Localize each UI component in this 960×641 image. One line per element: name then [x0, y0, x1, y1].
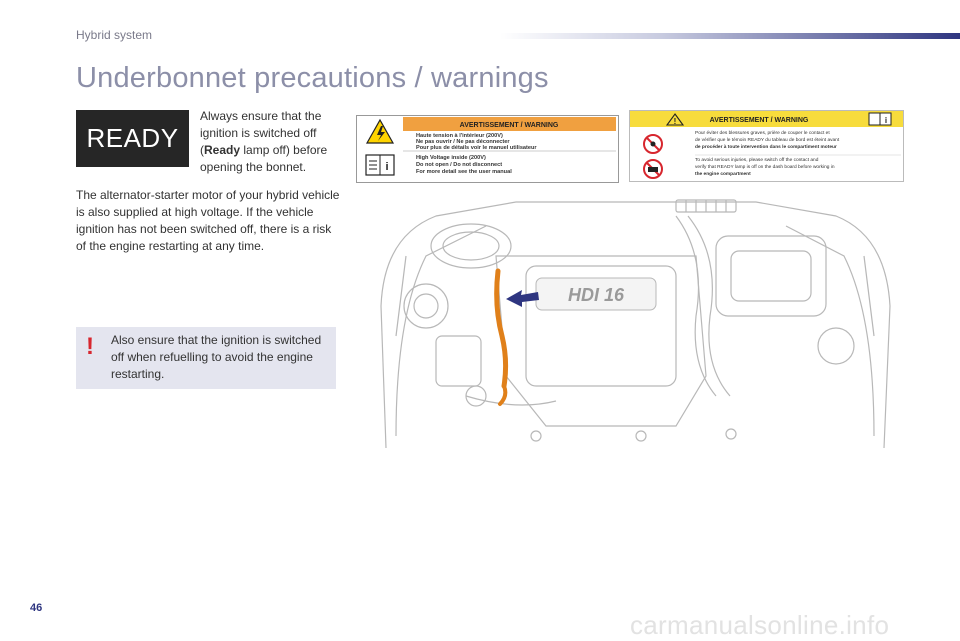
warning-label-1-line: Ne pas ouvrir / Ne pas déconnecter — [416, 139, 510, 145]
svg-text:!: ! — [673, 117, 677, 126]
warning-note-text: Also ensure that the ignition is switched off when refuelling to avoid the engine restarting. — [111, 333, 322, 381]
warning-label-1-line: High Voltage inside (200V) — [416, 155, 486, 161]
header-rule — [500, 33, 960, 39]
section-title: Hybrid system — [76, 28, 153, 42]
ready-instruction-part1: Always ensure that the ignition is switched off ( — [200, 109, 322, 157]
ready-instruction-bold: Ready — [204, 143, 241, 157]
body-paragraph: The alternator-starter motor of your hybrid vehicle is also supplied at high voltage. If the vehicle ignition has not been switched off, there is a risk of the engine restarting at any time. — [76, 188, 340, 253]
warning-label-2-line: verify that READY lamp is off on the dash board before working in — [695, 165, 835, 170]
svg-text:i: i — [884, 116, 888, 125]
warning-label-1-line: Haute tension à l'intérieur (200V) — [416, 133, 503, 139]
warning-label-1-line: For more detail see the user manual — [416, 169, 512, 175]
manual-book-icon — [366, 155, 394, 175]
engine-compartment-illustration — [376, 196, 894, 448]
warning-label-2-line: de vérifier que le témoin READY du tableau de bord est éteint avant — [695, 138, 840, 143]
pointer-arrow-icon — [506, 290, 539, 307]
svg-text:i: i — [385, 161, 389, 173]
warning-label-2-heading: AVERTISSEMENT / WARNING — [709, 117, 809, 124]
warning-label-orange — [356, 115, 619, 183]
warning-label-1-line: Pour plus de détails voir le manuel utilisateur — [416, 145, 537, 151]
page-number: 46 — [30, 602, 43, 614]
warning-note — [76, 327, 336, 389]
page-title: Underbonnet precautions / warnings — [76, 62, 549, 94]
engine-badge-text: HDI 16 — [567, 285, 625, 305]
watermark: carmanualsonline.info — [630, 610, 890, 640]
ready-instruction — [200, 108, 340, 176]
warning-label-2-line: de procéder à toute intervention dans le compartiment moteur — [695, 145, 837, 150]
exclamation-icon: ! — [86, 333, 94, 360]
warning-label-yellow — [629, 110, 904, 182]
high-voltage-cable — [497, 271, 506, 386]
warning-label-2-line: the engine compartment — [695, 172, 751, 177]
manual-book-icon-2 — [869, 113, 891, 125]
warning-label-1-heading: AVERTISSEMENT / WARNING — [459, 122, 559, 129]
key-prohibited-icon — [644, 135, 662, 153]
ready-instruction-part2: lamp off) before opening the bonnet. — [200, 143, 328, 174]
ready-lamp-image: READY — [76, 110, 189, 167]
warning-label-2-line: To avoid serious injuries, please switch off the contact and — [695, 158, 819, 163]
no-car-icon — [644, 160, 662, 178]
warning-label-1-line: Do not open / Do not disconnect — [416, 162, 503, 168]
warning-label-2-line: Pour éviter des blessures graves, prière de couper le contact et — [695, 131, 830, 136]
